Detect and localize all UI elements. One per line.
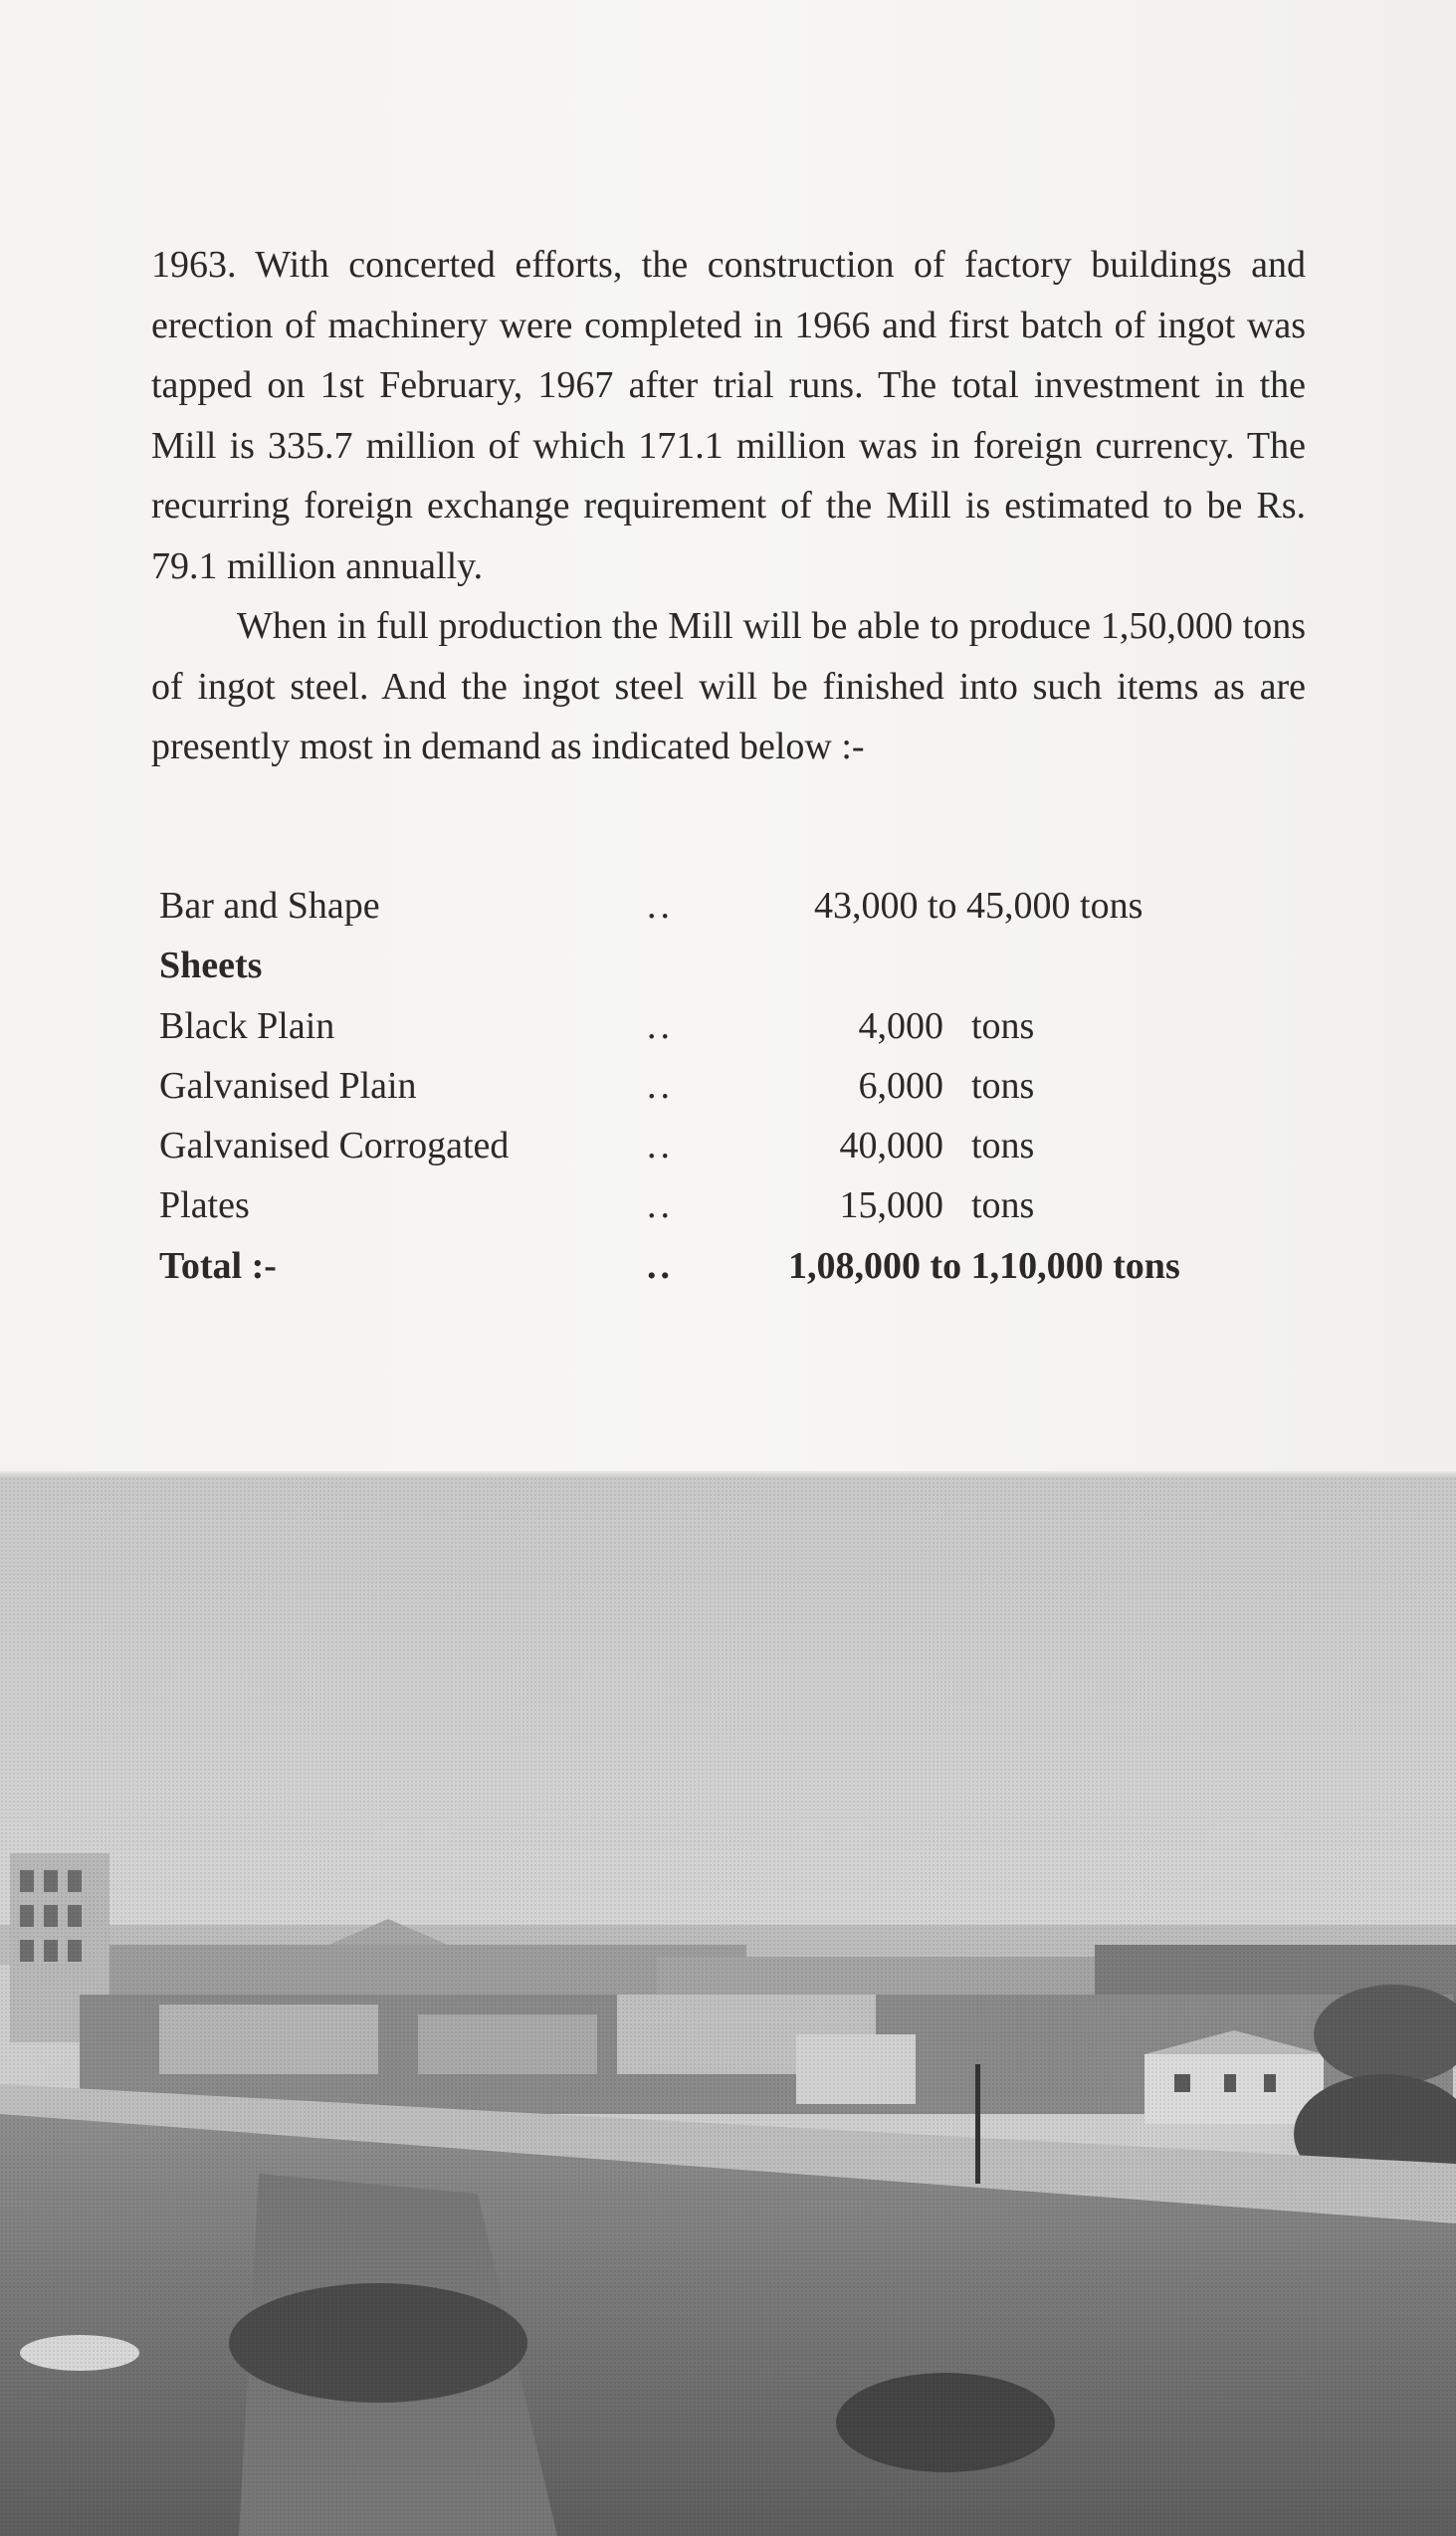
row-dots: .. [647, 1004, 674, 1047]
row-unit: tons [971, 1064, 1035, 1107]
row-dots: .. [647, 1184, 674, 1227]
row-dots: .. [647, 1064, 674, 1107]
row-label: Black Plain [159, 1004, 335, 1047]
table-row [159, 1064, 1254, 1124]
table-row [159, 1124, 1254, 1183]
table-row [159, 944, 1254, 1003]
total-dots: .. [647, 1244, 674, 1287]
row-unit: tons [971, 1184, 1035, 1227]
photo-image [0, 1477, 1456, 2536]
row-label: Plates [159, 1184, 250, 1227]
paragraph-2: When in full production the Mill will be able to produce 1,50,000 tons of ingot steel. And the ingot steel will be finished into such items as are presently most in demand as indicated below :- [151, 605, 1306, 767]
row-label: Galvanised Corrogated [159, 1125, 510, 1167]
row-label: Bar and Shape [159, 885, 380, 927]
row-value: 6,000 [858, 1064, 943, 1107]
section-heading: Sheets [159, 945, 263, 987]
table-row [159, 884, 1254, 944]
row-value: 40,000 [839, 1125, 943, 1167]
total-row [159, 1244, 1254, 1304]
total-label: Total :- [159, 1244, 277, 1287]
table-row [159, 1004, 1254, 1064]
total-value: 1,08,000 to 1,10,000 tons [788, 1244, 1180, 1287]
paragraph-1: 1963. With concerted efforts, the construction of factory buildings and erection of machinery were completed in 1966 and first batch of ingot was tapped on 1st February, 1967 after trial runs. The total investment in the Mill is 335.7 million of which 171.1 million was in foreign currency. The recurring foreign exchange requirement of the Mill is estimated to be Rs. 79.1 million annually. [151, 244, 1306, 587]
row-value: 43,000 to 45,000 tons [814, 885, 1144, 927]
row-unit: tons [971, 1004, 1035, 1047]
row-unit: tons [971, 1125, 1035, 1167]
row-value: 4,000 [858, 1004, 943, 1047]
body-text [151, 235, 1306, 777]
row-value: 15,000 [839, 1184, 943, 1227]
steel-mill-photograph [0, 1477, 1456, 2536]
production-table [159, 884, 1254, 1304]
row-dots: .. [647, 885, 674, 927]
row-label: Galvanised Plain [159, 1064, 417, 1107]
table-row [159, 1183, 1254, 1243]
row-dots: .. [647, 1125, 674, 1167]
